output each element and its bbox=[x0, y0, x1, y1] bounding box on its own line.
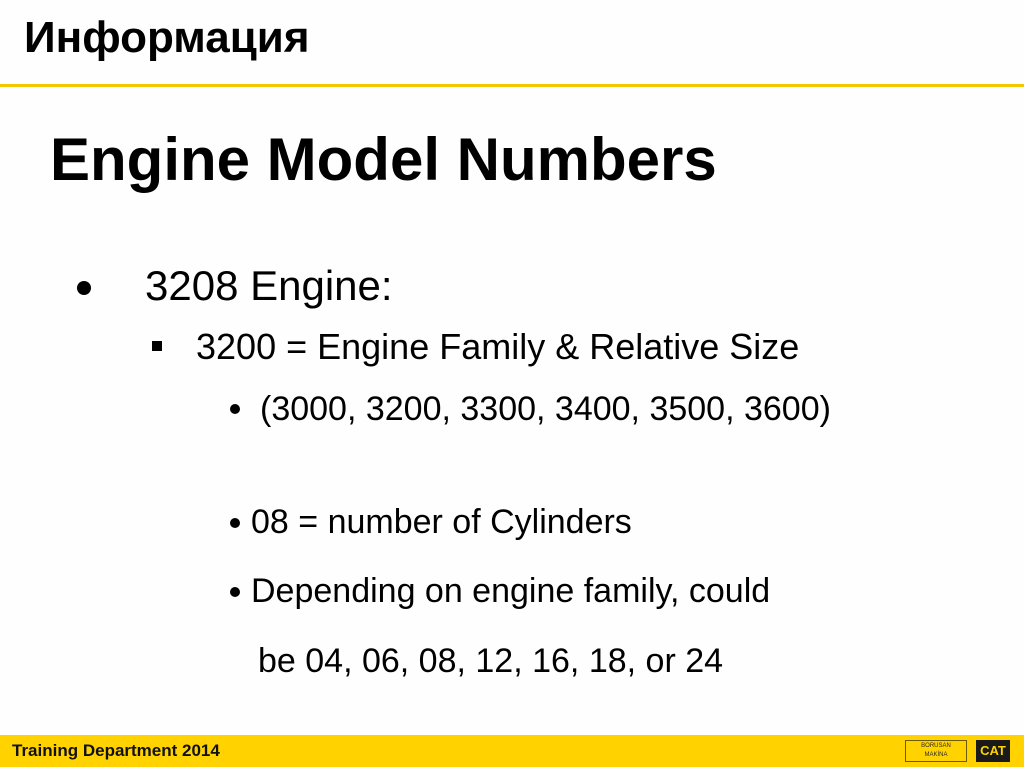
item-engine-family: 3200 = Engine Family & Relative Size bbox=[196, 326, 800, 367]
borusan-logo-line1: BORUSAN bbox=[921, 743, 951, 749]
item-cylinders: 08 = number of Cylinders bbox=[251, 503, 632, 541]
bullet-square-level2 bbox=[152, 341, 162, 351]
footer-text: Training Department 2014 bbox=[12, 741, 220, 760]
item-depending-continuation: be 04, 06, 08, 12, 16, 18, or 24 bbox=[258, 642, 724, 680]
borusan-logo bbox=[905, 740, 967, 762]
header-divider bbox=[0, 84, 1024, 87]
item-depending: Depending on engine family, could bbox=[251, 572, 771, 610]
content-title: Engine Model Numbers bbox=[50, 126, 717, 193]
bullet-dot-cylinders bbox=[230, 518, 240, 528]
borusan-logo-line2: MAKİNA bbox=[924, 752, 948, 758]
item-family-list: (3000, 3200, 3300, 3400, 3500, 3600) bbox=[260, 390, 831, 428]
item-3208-engine: 3208 Engine: bbox=[145, 262, 393, 309]
bullet-dot-level1 bbox=[77, 281, 91, 295]
bullet-dot-level3 bbox=[230, 404, 240, 414]
cat-logo: CAT bbox=[976, 740, 1010, 762]
slide-header-title: Информация bbox=[24, 13, 310, 62]
bullet-dot-depending bbox=[230, 587, 240, 597]
